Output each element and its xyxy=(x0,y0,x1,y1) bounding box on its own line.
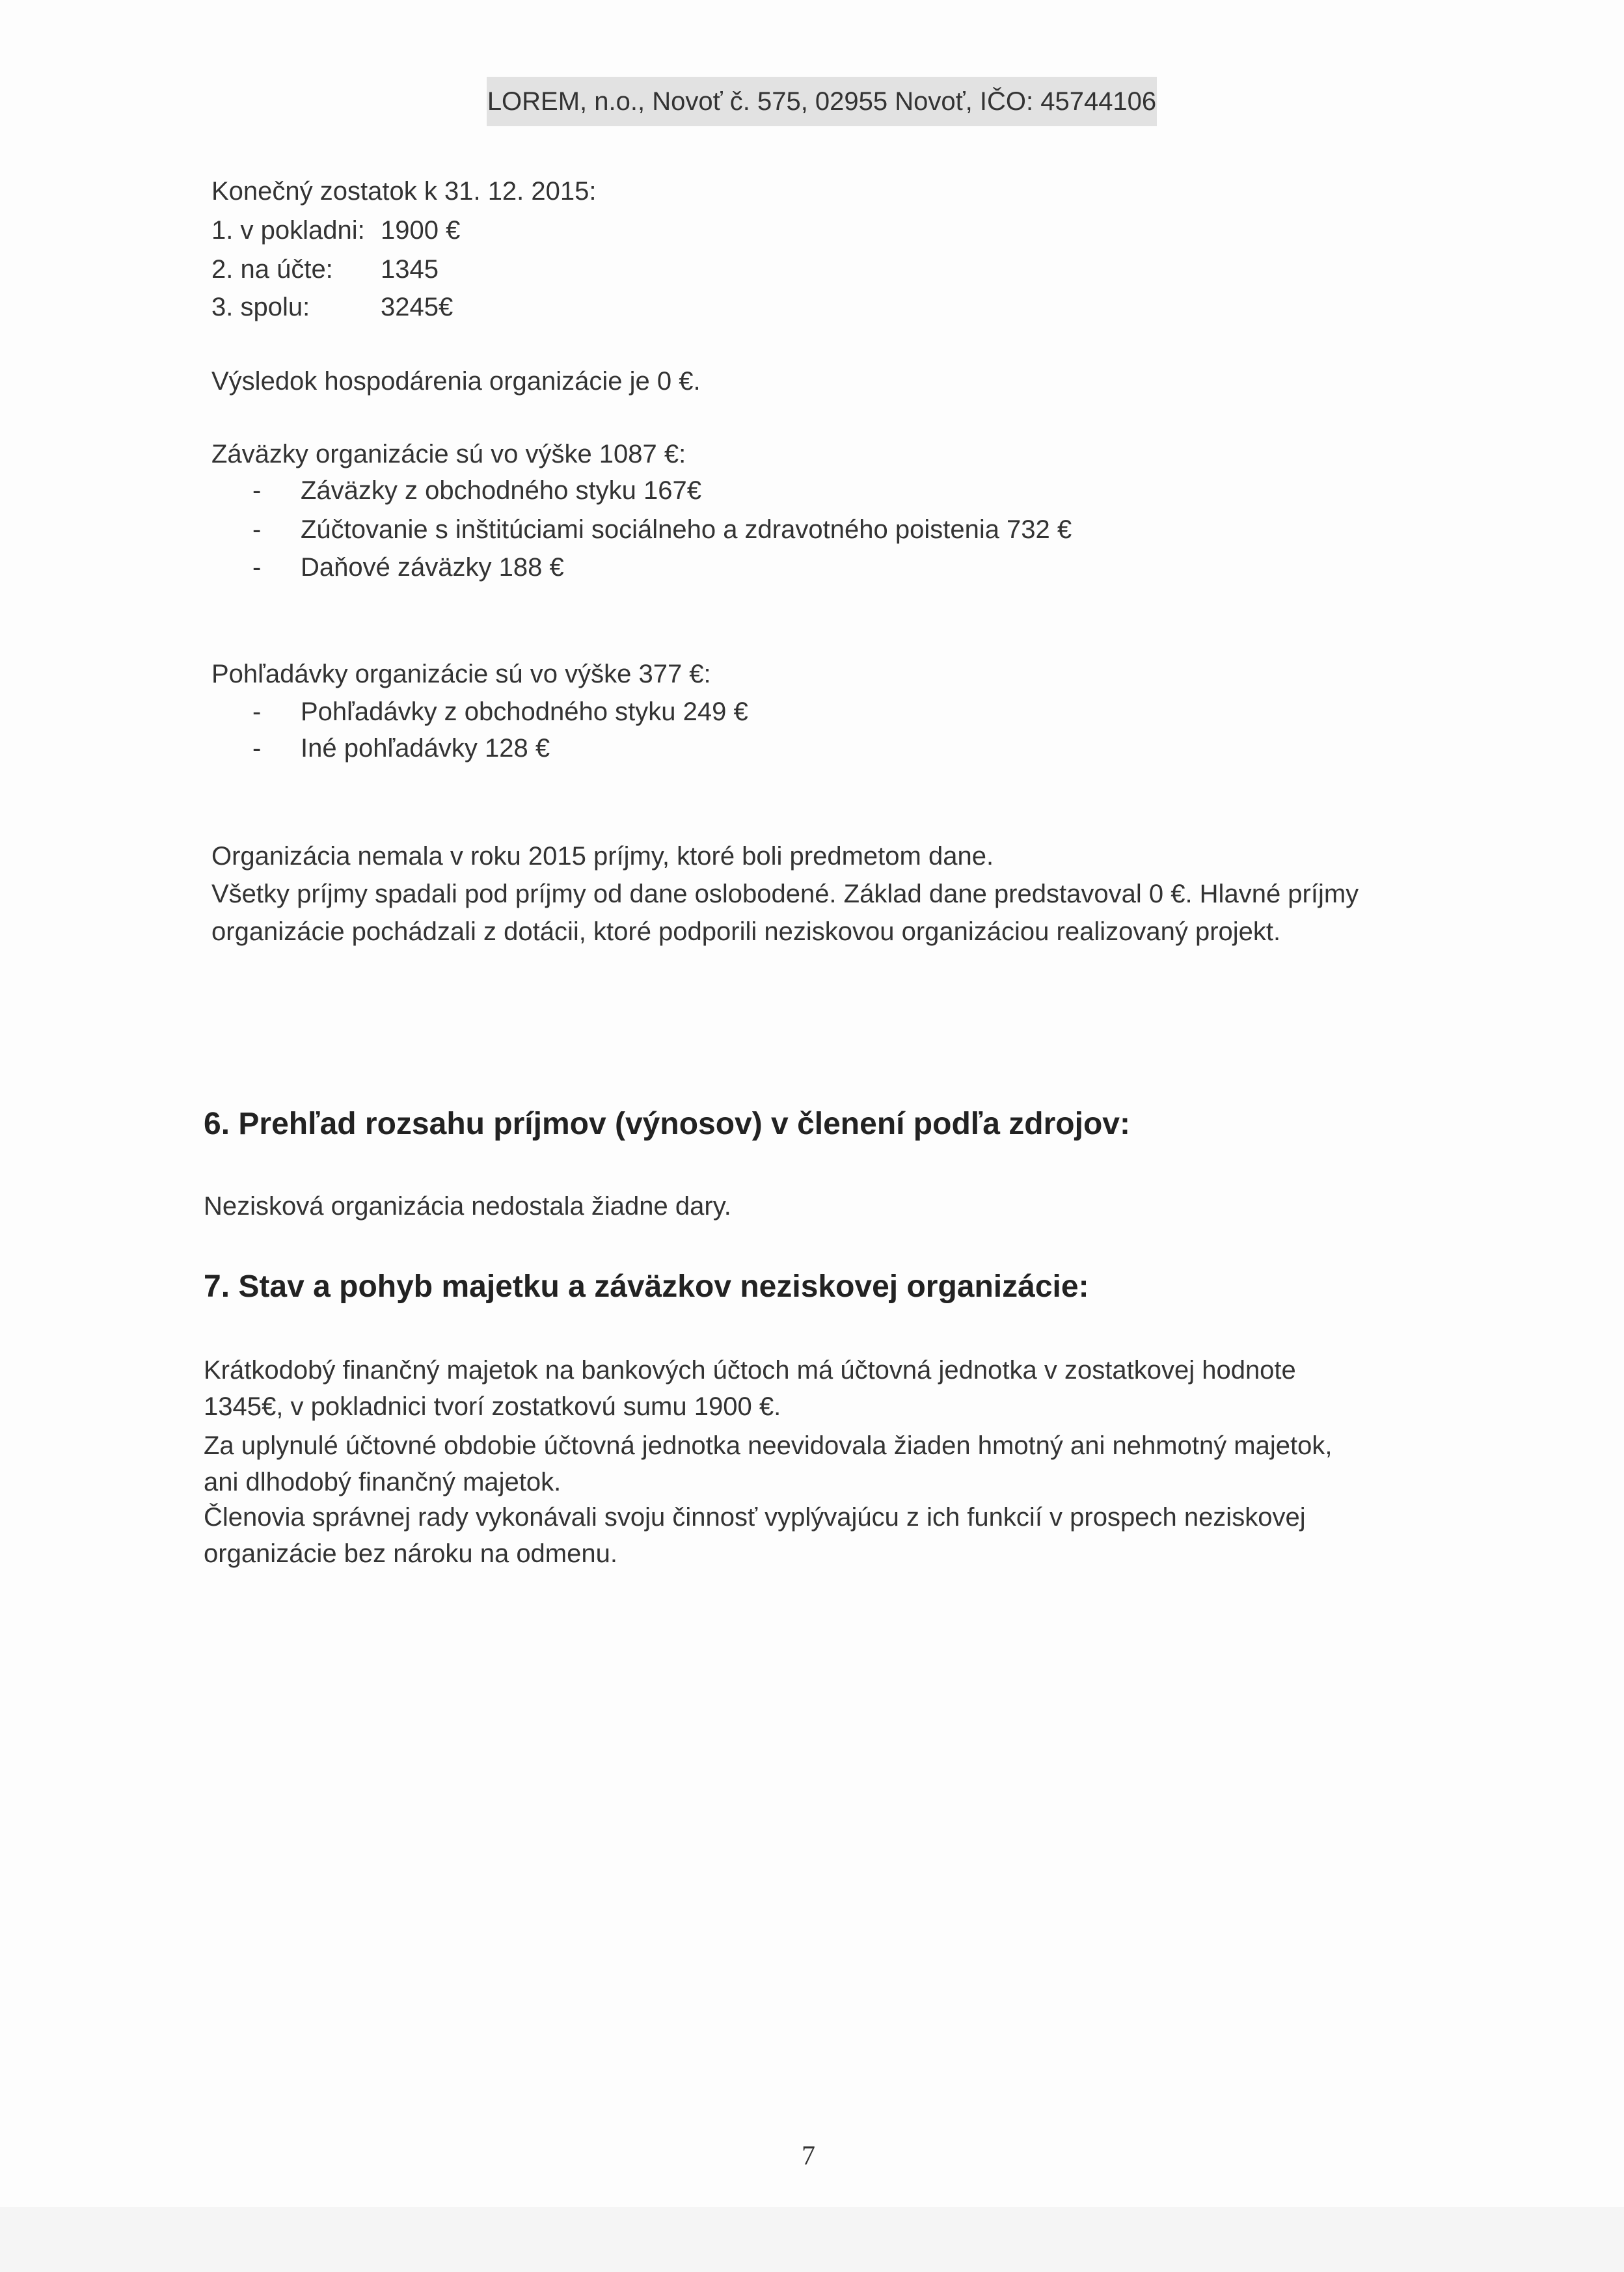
page-number: 7 xyxy=(802,2141,815,2171)
balance-label-cash: 1. v pokladni: xyxy=(211,216,365,245)
section-7-line: organizácie bez nároku na odmenu. xyxy=(204,1539,617,1568)
income-note-line: Organizácia nemala v roku 2015 príjmy, ktoré boli predmetom dane. xyxy=(211,842,994,871)
income-note-line: Všetky príjmy spadali pod príjmy od dane oslobodené. Základ dane predstavoval 0 €. Hlavné príjmy xyxy=(211,880,1359,908)
liability-item: - Zúčtovanie s inštitúciami sociálneho a zdravotného poistenia 732 € xyxy=(301,513,1072,547)
scan-bottom-margin xyxy=(0,2207,1624,2272)
receivables-title: Pohľadávky organizácie sú vo výške 377 €: xyxy=(211,660,711,688)
letterhead: LOREM, n.o., Novoť č. 575, 02955 Novoť, IČO: 45744106 xyxy=(487,77,1157,126)
balance-value-cash: 1900 € xyxy=(381,216,461,245)
section-7-heading: 7. Stav a pohyb majetku a záväzkov neziskovej organizácie: xyxy=(204,1269,1089,1304)
section-6-text: Nezisková organizácia nedostala žiadne dary. xyxy=(204,1192,731,1221)
result-text: Výsledok hospodárenia organizácie je 0 €. xyxy=(211,367,701,396)
balance-label-total: 3. spolu: xyxy=(211,293,310,321)
liability-item: - Daňové záväzky 188 € xyxy=(301,550,564,584)
section-7-line: Za uplynulé účtovné obdobie účtovná jednotka neevidovala žiaden hmotný ani nehmotný majetok, xyxy=(204,1431,1333,1460)
balance-value-total: 3245€ xyxy=(381,293,453,321)
section-7-line: ani dlhodobý finančný majetok. xyxy=(204,1468,562,1496)
liability-item: - Záväzky z obchodného styku 167€ xyxy=(301,474,701,507)
balance-value-account: 1345 xyxy=(381,255,439,284)
balance-title: Konečný zostatok k 31. 12. 2015: xyxy=(211,177,597,206)
receivable-item: - Pohľadávky z obchodného styku 249 € xyxy=(301,695,748,729)
section-7-line: Krátkodobý finančný majetok na bankových účtoch má účtovná jednotka v zostatkovej hodnote xyxy=(204,1356,1296,1385)
balance-label-account: 2. na účte: xyxy=(211,255,333,284)
income-note-line: organizácie pochádzali z dotácii, ktoré podporili neziskovou organizáciou realizovaný projekt. xyxy=(211,917,1281,946)
liabilities-title: Záväzky organizácie sú vo výške 1087 €: xyxy=(211,440,686,468)
receivable-item: - Iné pohľadávky 128 € xyxy=(301,731,550,765)
section-7-line: Členovia správnej rady vykonávali svoju činnosť vyplývajúcu z ich funkcií v prospech neziskovej xyxy=(204,1503,1306,1532)
section-7-line: 1345€, v pokladnici tvorí zostatkovú sumu 1900 €. xyxy=(204,1392,781,1421)
section-6-heading: 6. Prehľad rozsahu príjmov (výnosov) v členení podľa zdrojov: xyxy=(204,1107,1130,1141)
